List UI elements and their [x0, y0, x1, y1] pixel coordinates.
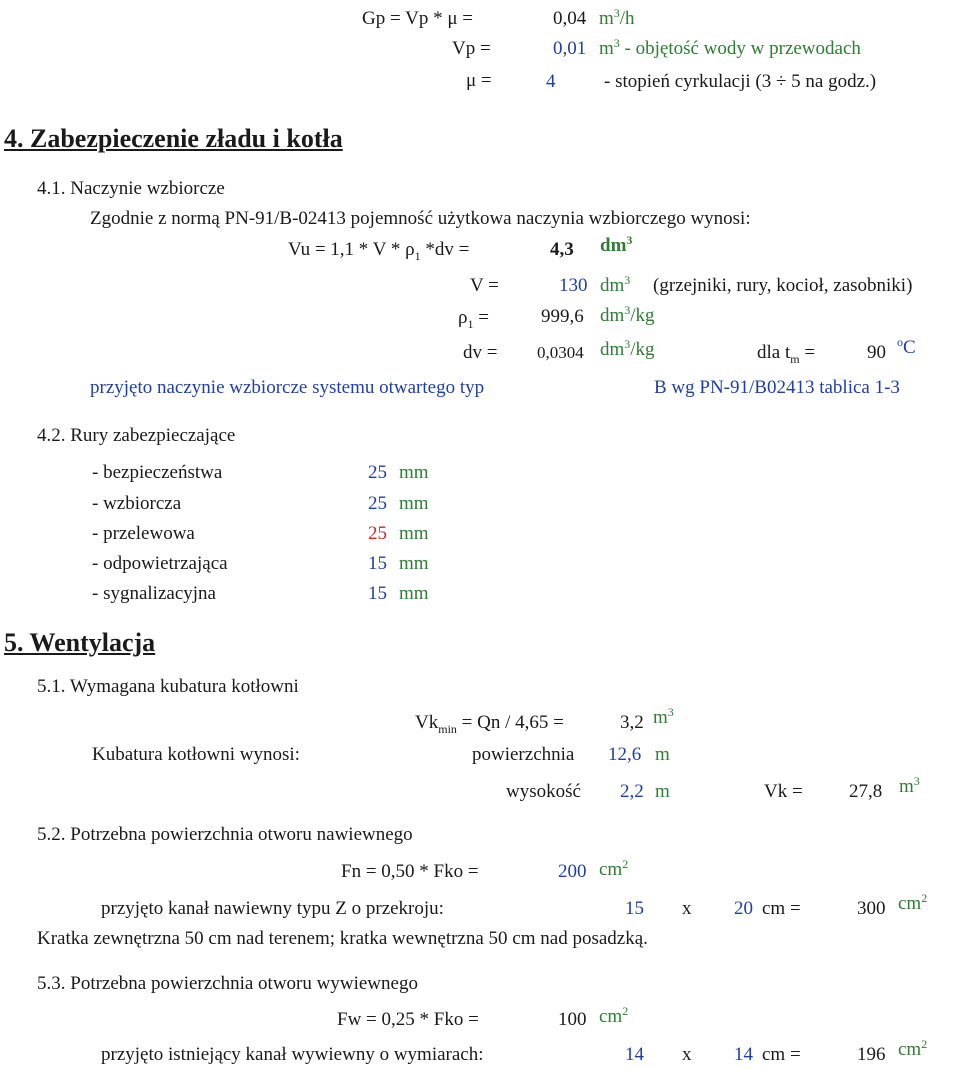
pipe-value: 25 [368, 462, 387, 483]
gp-formula: Gp = Vp * μ = [362, 8, 473, 29]
mu-desc: - stopień cyrkulacji (3 ÷ 5 na godz.) [604, 71, 877, 92]
vu-value: 4,3 [550, 239, 574, 260]
norm-text: Zgodnie z normą PN-91/B-02413 pojemność użytkowa naczynia wzbiorczego wynosi: [90, 208, 751, 229]
section-5-3-title: 5.3. Potrzebna powierzchnia otworu wywiewnego [37, 973, 418, 994]
area-value: 12,6 [608, 744, 642, 765]
vp-value: 0,01 [553, 38, 587, 59]
height-unit: m [655, 781, 670, 802]
inlet-x: x [682, 898, 692, 919]
inlet-unit: $cm^2$ [898, 891, 928, 914]
dv-unit: $dm^3/kg$ [600, 337, 655, 360]
fn-unit: $cm^2$ [599, 857, 629, 880]
pipe-name: - sygnalizacyjna [92, 583, 216, 604]
vk-value: 27,8 [849, 781, 883, 802]
v-label: V = [470, 275, 499, 296]
pipe-name: - wzbiorcza [92, 493, 182, 514]
v-desc: (grzejniki, rury, kocioł, zasobniki) [653, 275, 913, 296]
outlet-value: 196 [857, 1044, 886, 1065]
rho-unit: $dm^3/kg$ [600, 303, 655, 326]
v-value: 130 [559, 275, 588, 296]
pipe-value: 25 [368, 493, 387, 514]
pipe-value: 15 [368, 583, 387, 604]
inlet-a: 15 [625, 898, 644, 919]
outlet-text: przyjęto istniejący kanał wywiewny o wymiarach: [101, 1044, 484, 1065]
section-5-heading: 5. Wentylacja [4, 628, 156, 657]
vkmin-value: 3,2 [620, 712, 644, 733]
fn-formula: Fn = 0,50 * Fko = [341, 861, 479, 882]
grille-text: Kratka zewnętrzna 50 cm nad terenem; kratka wewnętrzna 50 cm nad posadzką. [37, 928, 648, 949]
pipe-unit: mm [399, 583, 429, 604]
dv-value: 0,0304 [537, 343, 584, 362]
tm-value: 90 [867, 342, 886, 363]
accepted-vessel-text: przyjęto naczynie wzbiorcze systemu otwartego typ [90, 377, 485, 398]
rho-value: 999,6 [541, 306, 584, 327]
section-4-1-title: 4.1. Naczynie wzbiorcze [37, 178, 225, 199]
outlet-a: 14 [625, 1044, 644, 1065]
area-label: powierzchnia [472, 744, 575, 765]
section-5-1-title: 5.1. Wymagana kubatura kotłowni [37, 676, 299, 697]
fw-value: 100 [558, 1009, 587, 1030]
vu-formula: $Vu = 1,1 * V * \rho_1$ *dv = [288, 239, 470, 263]
v-unit: $dm^3$ [600, 273, 631, 296]
outlet-cm: cm = [762, 1044, 801, 1065]
section-4-2-title: 4.2. Rury zabezpieczające [37, 425, 236, 446]
area-unit: m [655, 744, 670, 765]
pipe-unit: mm [399, 493, 429, 514]
dv-label: dv = [463, 342, 498, 363]
vk-label: Vk = [764, 781, 803, 802]
outlet-b: 14 [734, 1044, 753, 1065]
section-4-heading: 4. Zabezpieczenie zładu i kotła [4, 124, 343, 153]
pipe-name: - przelewowa [92, 523, 195, 544]
gp-unit: $m^3/h$ [599, 6, 635, 29]
vp-label: Vp = [452, 38, 491, 59]
fw-unit: $cm^2$ [599, 1004, 629, 1027]
pipe-unit: mm [399, 553, 429, 574]
kubatura-label: Kubatura kotłowni wynosi: [92, 744, 300, 765]
height-label: wysokość [506, 781, 581, 802]
vp-unit: $m^3$ - objętość wody w przewodach [599, 36, 861, 59]
pipe-name: - bezpieczeństwa [92, 462, 223, 483]
outlet-unit: $cm^2$ [898, 1037, 928, 1060]
inlet-text: przyjęto kanał nawiewny typu Z o przekroju: [101, 898, 444, 919]
vu-unit: $dm^3$ [600, 233, 633, 256]
section-5-2-title: 5.2. Potrzebna powierzchnia otworu nawiewnego [37, 824, 413, 845]
outlet-x: x [682, 1044, 692, 1065]
pipe-unit: mm [399, 523, 429, 544]
tm-unit: $^o$C [897, 335, 916, 358]
mu-label: μ = [466, 70, 492, 91]
fw-formula: Fw = 0,25 * Fko = [337, 1009, 479, 1030]
pipe-value: 15 [368, 553, 387, 574]
pipe-value: 25 [368, 523, 387, 544]
vkmin-unit: $m^3$ [653, 705, 674, 728]
rho-label: $\rho_1$ = [458, 307, 489, 331]
fn-value: 200 [558, 861, 587, 882]
inlet-cm: cm = [762, 898, 801, 919]
pipe-name: - odpowietrzająca [92, 553, 228, 574]
accepted-vessel-type: B wg PN-91/B02413 tablica 1-3 [654, 377, 900, 398]
vkmin-formula: $Vk_{min} = Qn / 4,65$ = [415, 712, 564, 736]
tm-label: dla $t_m$ = [757, 342, 816, 366]
inlet-value: 300 [857, 898, 886, 919]
vk-unit: $m^3$ [899, 774, 920, 797]
inlet-b: 20 [734, 898, 753, 919]
pipe-unit: mm [399, 462, 429, 483]
height-value: 2,2 [620, 781, 644, 802]
gp-value: 0,04 [553, 8, 587, 29]
mu-value: 4 [546, 71, 556, 92]
